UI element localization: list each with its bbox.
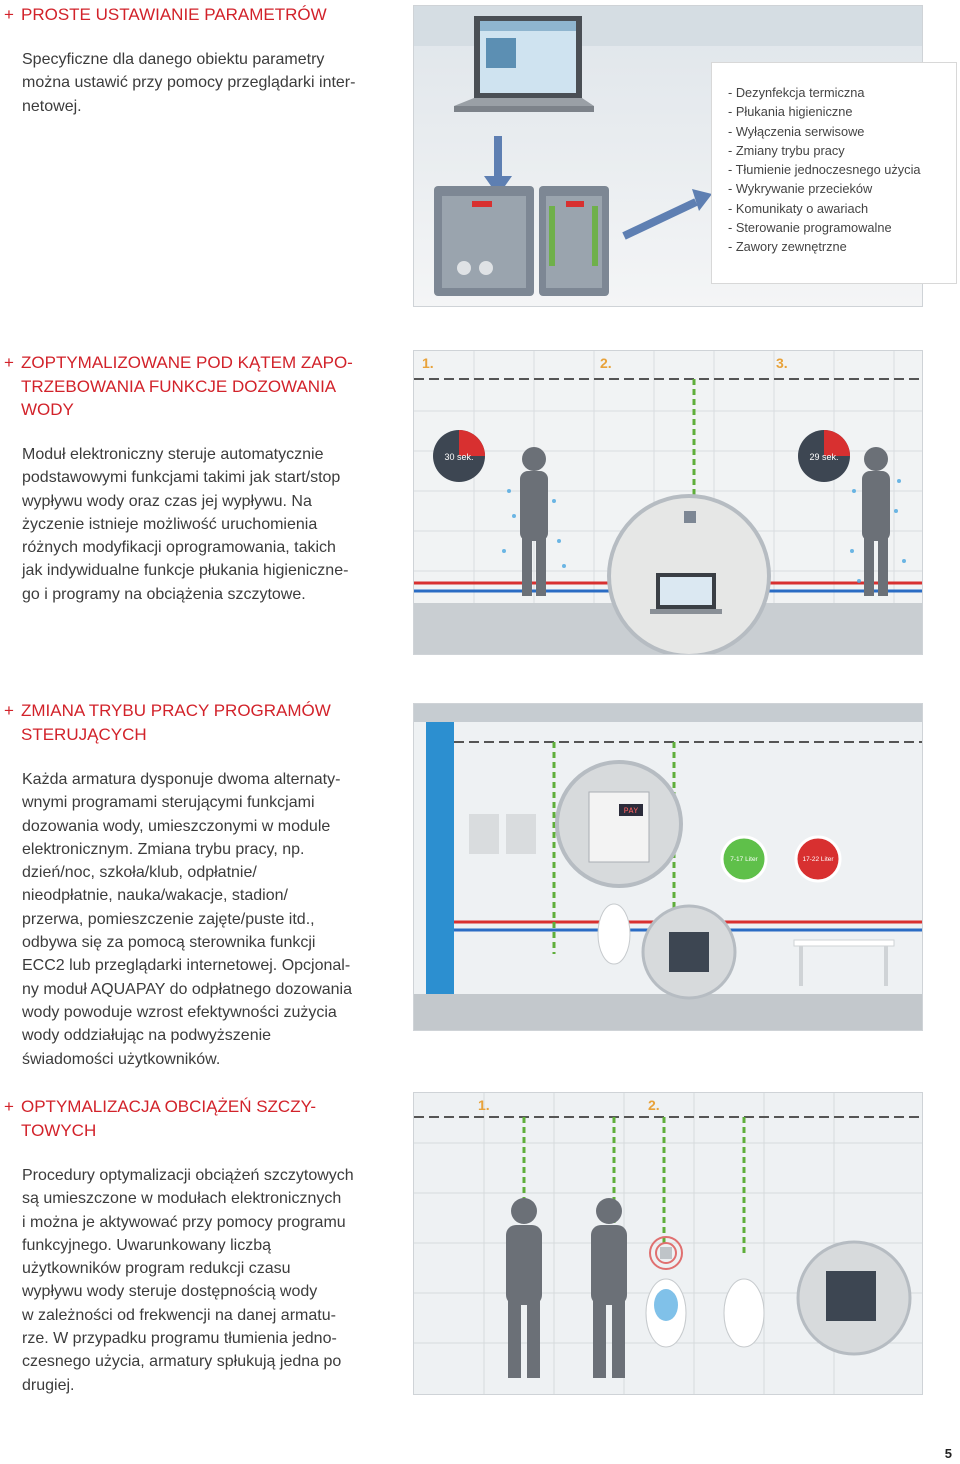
feature-list-item: - Tłumienie jednoczesnego użycia — [728, 162, 921, 178]
section-1-body: Specyficzne dla danego obiektu parametry można ustawić przy pomocy przeglądarki inter- netowej. — [22, 51, 356, 115]
feature-list-item: - Wyłączenia serwisowe — [728, 123, 865, 139]
timer-right-label: 29 sek. — [809, 452, 839, 462]
section-2-heading — [4, 351, 364, 422]
pay-module-icon — [557, 762, 681, 886]
section-2-body: Moduł elektroniczny steruje automatycznie podstawowymi funkcjami takimi jak start/stop wypływu wody oraz czas jej wypływu. Na życzenie istnieje możliwość uruchomienia różnych modyfikacji oprogramowania, takich jak indywidualne funkcje płukania higieniczne- go i programy na obciążenia szczytowe. — [22, 446, 349, 603]
section-1-title: PROSTE USTAWIANIE PARAMETRÓW — [21, 5, 327, 24]
plus-icon: + — [4, 353, 14, 372]
laptop-icon — [454, 16, 594, 112]
feature-list-item: - Płukania higieniczne — [728, 104, 853, 120]
pay-display-label: PAY — [623, 807, 639, 816]
section-4-body: Procedury optymalizacji obciążeń szczytowych są umieszczone w modułach elektronicznych i można je aktywować przy pomocy programu funkcyjnego. Uwarunkowany liczbą użytkowników program redukcji czasu wypływu wody steruje dostępnością wody w zależności od frekwencji na danej armatu- rze. W przypadku programu tłumienia jedno- czesnego użycia, armatury spłukują jedna po drugiej. — [22, 1167, 354, 1394]
plus-icon: + — [4, 1097, 14, 1116]
badge-green-label: 7-17 Liter — [730, 856, 758, 863]
figure-urinals — [413, 1092, 923, 1395]
feature-list-box — [711, 62, 957, 284]
shower-sequence-illustration — [414, 351, 922, 654]
section-4-heading — [4, 1095, 364, 1142]
section-3-title: ZMIANA TRYBU PRACY PROGRAMÓW STERUJĄCYCH — [21, 701, 331, 744]
feature-list-item: - Zawory zewnętrzne — [728, 239, 847, 255]
feature-list — [712, 63, 956, 257]
controller-module-icon — [539, 186, 609, 296]
controller-module-icon — [434, 186, 534, 296]
feature-list-item: - Dezynfekcja termiczna — [728, 85, 865, 100]
section-3-heading — [4, 699, 364, 746]
timer-left-label: 30 sek. — [444, 452, 474, 462]
controller-module-icon — [798, 1242, 910, 1354]
washroom-pay-illustration — [414, 704, 922, 1030]
badge-red-label: 17-22 Liter — [802, 856, 834, 863]
section-4-title: OPTYMALIZACJA OBCIĄŻEŃ SZCZY- TOWYCH — [21, 1097, 317, 1140]
feature-list-item: - Sterowanie programowalne — [728, 220, 892, 236]
step-number: 1. — [478, 1097, 490, 1113]
urinal-icon — [724, 1279, 764, 1347]
section-1-heading — [4, 3, 364, 27]
step-number: 2. — [648, 1097, 660, 1113]
urinals-illustration — [414, 1093, 922, 1394]
controller-module-icon — [643, 906, 735, 998]
section-2-title: ZOPTYMALIZOWANE POD KĄTEM ZAPO- TRZEBOWANIA FUNKCJE DOZOWANIA WODY — [21, 353, 353, 419]
step-number: 1. — [422, 355, 434, 371]
step-number: 3. — [776, 355, 788, 371]
step-number: 2. — [600, 355, 612, 371]
page-number: 5 — [944, 1446, 952, 1461]
feature-list-item: - Wykrywanie przecieków — [728, 181, 873, 197]
plus-icon: + — [4, 5, 14, 24]
urinal-icon — [646, 1279, 686, 1347]
plus-icon: + — [4, 701, 14, 720]
figure-washroom-pay — [413, 703, 923, 1031]
figure-shower-sequence — [413, 350, 923, 655]
feature-list-item: - Zmiany trybu pracy — [728, 142, 845, 158]
feature-list-item: - Komunikaty o awariach — [728, 200, 869, 216]
magnifier-circle — [609, 496, 769, 654]
section-3-body: Każda armatura dysponuje dwoma alternaty- wnymi programami sterującymi funkcjami dozowania wody, umieszczonymi w module elektronicznym. Zmiana trybu pracy, np. dzień/noc, szkoła/klub, odpłatnie/ nieodpłatnie, nauka/wakacje, stadion/ przerwa, pomieszczenie zajęte/puste itd., odbywa się za pomocą sterownika funkcji ECC2 lub przeglądarki internetowej. Opcjonal- ny moduł AQUAPAY do odpłatnego dozowania wody powoduje wzrost efektywności zużycia wody oddziałując na podwyższenie świadomości użytkowników. — [22, 771, 352, 1068]
